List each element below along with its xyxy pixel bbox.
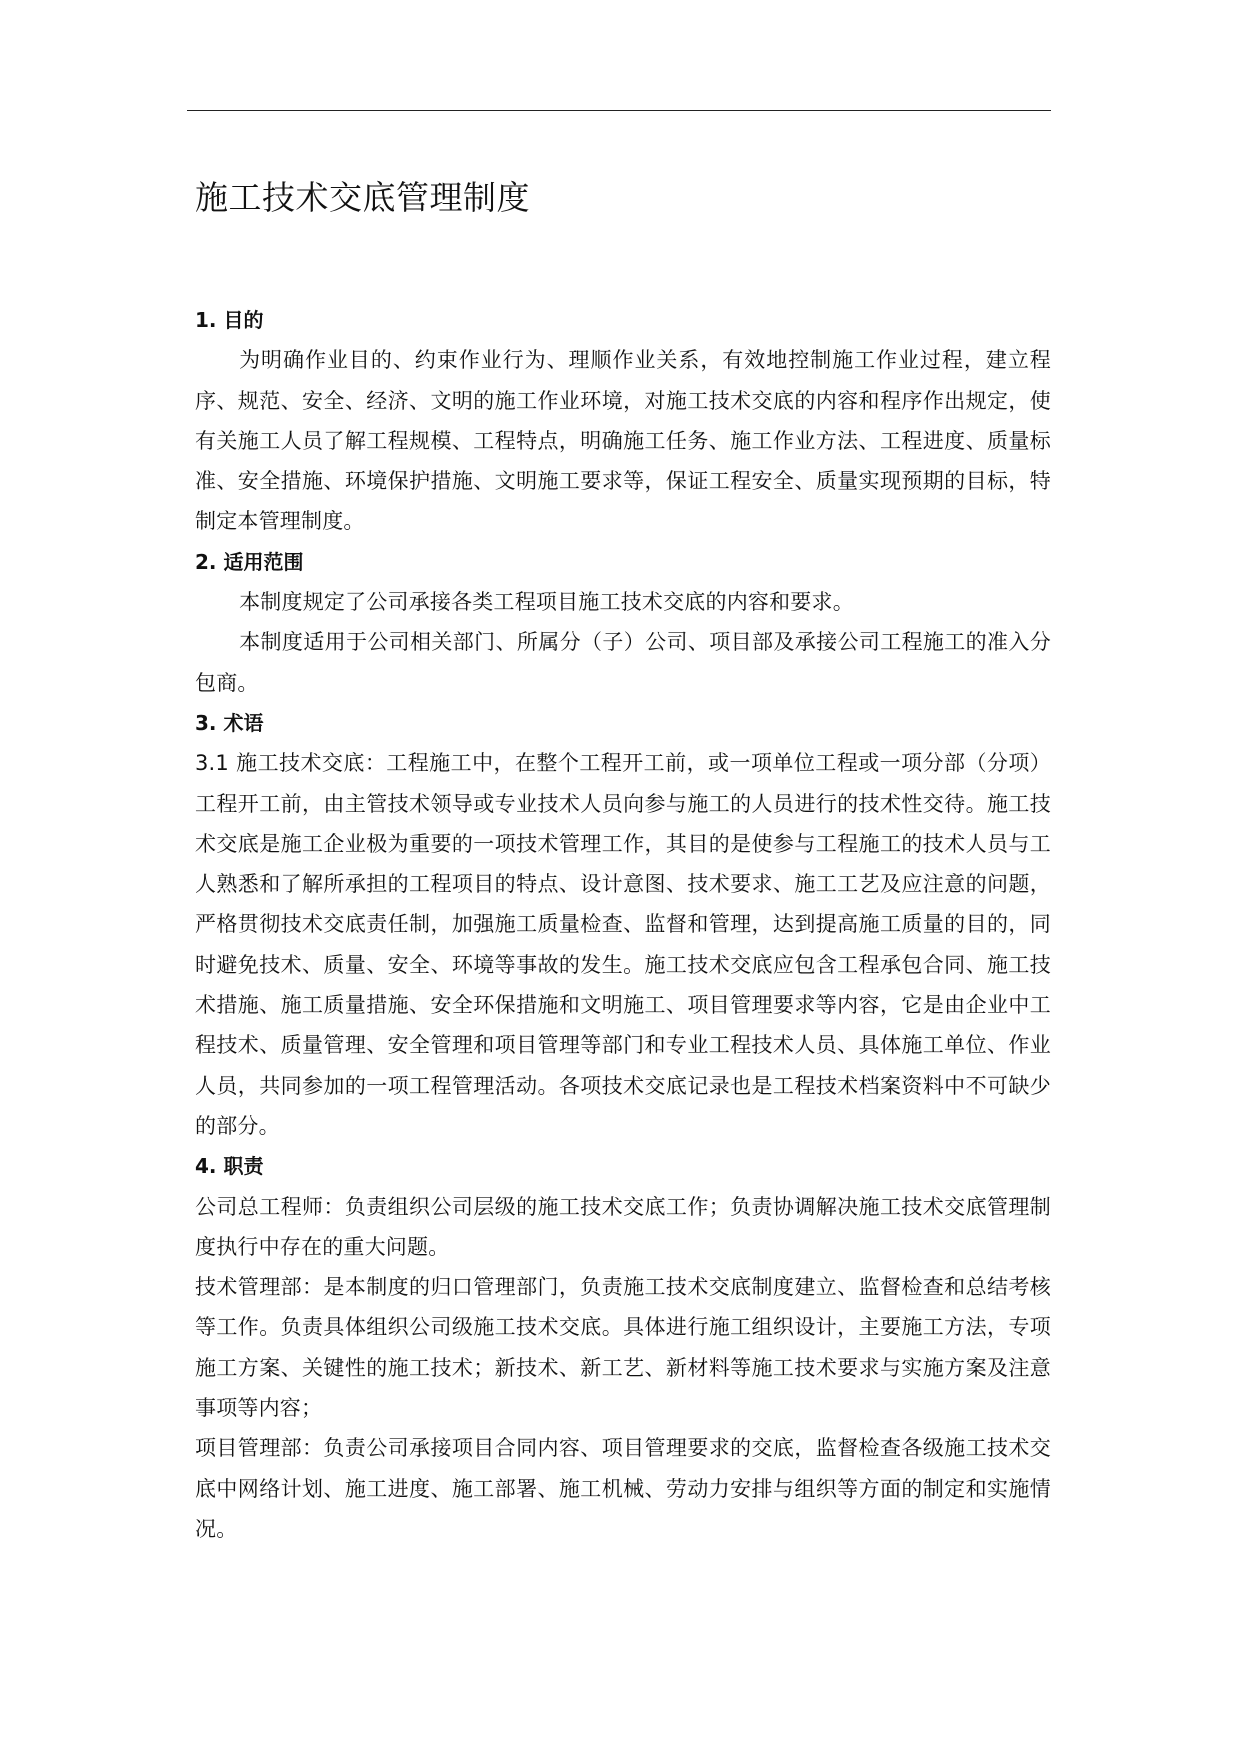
- responsibility-chief-engineer: 公司总工程师：负责组织公司层级的施工技术交底工作；负责协调解决施工技术交底管理制度执行中存在的重大问题。: [195, 1194, 1051, 1259]
- scope-paragraph-2: 本制度适用于公司相关部门、所属分（子）公司、项目部及承接公司工程施工的准入分包商。: [195, 630, 1051, 695]
- responsibility-project-dept: 项目管理部：负责公司承接项目合同内容、项目管理要求的交底，监督检查各级施工技术交底中网络计划、施工进度、施工部署、施工机械、劳动力安排与组织等方面的制定和实施情况。: [195, 1436, 1051, 1541]
- section-heading-purpose: 1. 目的: [195, 308, 264, 332]
- terms-paragraph: 3.1 施工技术交底：工程施工中，在整个工程开工前，或一项单位工程或一项分部（分项）工程开工前，由主管技术领导或专业技术人员向参与施工的人员进行的技术性交待。施工技术交底是施工企业极为重要的一项技术管理工作，其目的是使参与工程施工的技术人员与工人熟悉和了解所承担的工程项目的特点、设计意图、技术要求、施工工艺及应注意的问题，严格贯彻技术交底责任制，加强施工质量检查、监督和管理，达到提高施工质量的目的，同时避免技术、质量、安全、环境等事故的发生。施工技术交底应包含工程承包合同、施工技术措施、施工质量措施、安全环保措施和文明施工、项目管理要求等内容，它是由企业中工程技术、质量管理、安全管理和项目管理等部门和专业工程技术人员、具体施工单位、作业人员，共同参加的一项工程管理活动。各项技术交底记录也是工程技术档案资料中不可缺少的部分。: [195, 751, 1051, 1138]
- document-title: 施工技术交底管理制度: [195, 178, 530, 217]
- section-heading-scope: 2. 适用范围: [195, 549, 304, 574]
- scope-paragraph-1: 本制度规定了公司承接各类工程项目施工技术交底的内容和要求。: [239, 590, 854, 615]
- purpose-paragraph: 为明确作业目的、约束作业行为、理顺作业关系，有效地控制施工作业过程，建立程序、规范、安全、经济、文明的施工作业环境，对施工技术交底的内容和程序作出规定，使有关施工人员了解工程规模、工程特点，明确施工任务、施工作业方法、工程进度、质量标准、安全措施、环境保护措施、文明施工要求等，保证工程安全、质量实现预期的目标，特制定本管理制度。: [195, 348, 1051, 534]
- document-body: [195, 300, 1051, 1549]
- header-rule: [187, 110, 1051, 111]
- responsibility-technical-dept: 技术管理部：是本制度的归口管理部门，负责施工技术交底制度建立、监督检查和总结考核等工作。负责具体组织公司级施工技术交底。具体进行施工组织设计，主要施工方法，专项施工方案、关键性的施工技术；新技术、新工艺、新材料等施工技术要求与实施方案及注意事项等内容；: [195, 1275, 1051, 1421]
- section-heading-responsibilities: 4. 职责: [195, 1154, 264, 1179]
- section-heading-terms: 3. 术语: [195, 710, 264, 735]
